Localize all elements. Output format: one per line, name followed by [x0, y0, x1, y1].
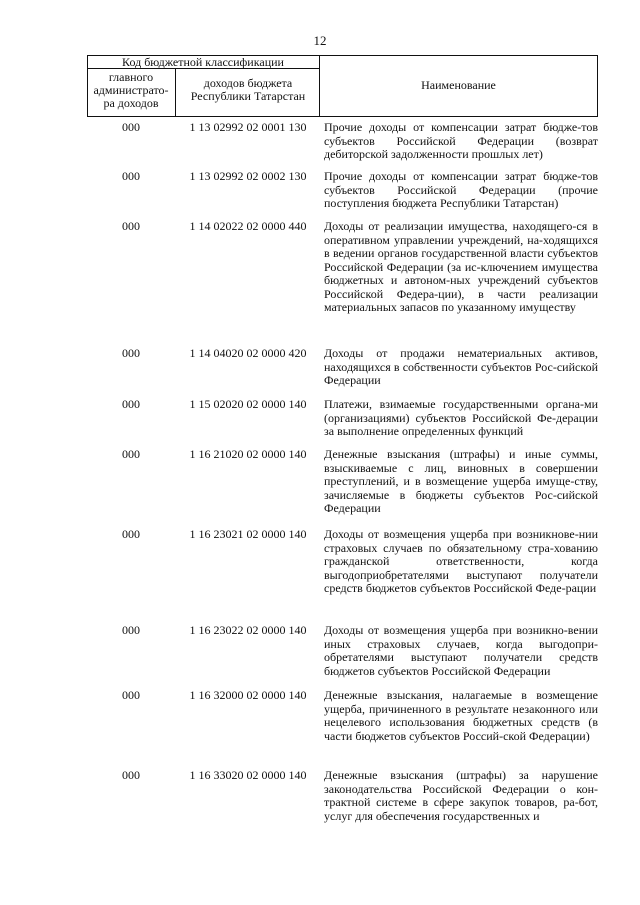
budget-code: 1 13 02992 02 0001 130: [189, 120, 307, 134]
admin-code: 000: [122, 120, 140, 134]
admin-code: 000: [122, 688, 140, 702]
admin-code: 000: [122, 768, 140, 782]
row-name: Денежные взыскания, налагаемые в возмещение ущерба, причиненного в результате незаконного или нецелевого использования бюджетных средств (в части бюджетов субъектов Россий-ской Федерации): [324, 688, 598, 743]
budget-code: 1 16 33020 02 0000 140: [189, 768, 307, 782]
header-col-admin: главного администрато-ра доходов: [93, 70, 169, 110]
header-group-label: Код бюджетной классификации: [122, 55, 284, 69]
page-number: 12: [313, 33, 327, 48]
budget-code: 1 13 02992 02 0002 130: [189, 169, 307, 183]
admin-code: 000: [122, 623, 140, 637]
budget-code: 1 15 02020 02 0000 140: [189, 397, 307, 411]
header-bottom-rule: [87, 116, 598, 117]
header-col-income: доходов бюджета Республики Татарстан: [190, 76, 306, 103]
admin-code: 000: [122, 346, 140, 360]
admin-code: 000: [122, 169, 140, 183]
header-right-border: [597, 55, 598, 117]
header-inner-divider: [175, 68, 176, 117]
row-name: Прочие доходы от компенсации затрат бюдже-тов субъектов Российской Федерации (прочие поступления бюджета Республики Татарстан): [324, 169, 598, 210]
row-name: Доходы от возмещения ущерба при возникно-вении иных страховых случаев, когда выгодопри-обретателями выступают получатели средств бюджетов субъектов Российской Федерации: [324, 623, 598, 678]
row-name: Доходы от реализации имущества, находящего-ся в оперативном управлении учреждений, на-ходящихся в ведении органов государственной власти субъектов Российской Федерации (за ис-ключением имущества бюджетных и автоном-ных учреждений субъектов Российской Федера-ции), в части реализации материальных запасов по указанному имуществу: [324, 219, 598, 314]
budget-code: 1 16 23021 02 0000 140: [189, 527, 307, 541]
header-col-name: Наименование: [421, 78, 496, 92]
row-name: Прочие доходы от компенсации затрат бюдже-тов субъектов Российской Федерации (возврат дебиторской задолженности прошлых лет): [324, 120, 598, 161]
row-name: Доходы от возмещения ущерба при возникнове-нии страховых случаев по обязательному стра-хованию гражданской ответственности, когда выгодоприобретателями выступают получатели средств бюджетов субъектов Российской Феде-рации: [324, 527, 598, 595]
admin-code: 000: [122, 527, 140, 541]
budget-code: 1 16 32000 02 0000 140: [189, 688, 307, 702]
admin-code: 000: [122, 447, 140, 461]
admin-code: 000: [122, 219, 140, 233]
admin-code: 000: [122, 397, 140, 411]
budget-code: 1 16 23022 02 0000 140: [189, 623, 307, 637]
budget-code: 1 14 02022 02 0000 440: [189, 219, 307, 233]
row-name: Денежные взыскания (штрафы) и иные суммы, взыскиваемые с лиц, виновных в совершении преступлений, и в возмещение ущерба имуще-ству, зачисляемые в бюджеты субъектов Рос-сийской Федерации: [324, 447, 598, 515]
budget-code: 1 14 04020 02 0000 420: [189, 346, 307, 360]
table-header: [87, 55, 598, 117]
row-name: Денежные взыскания (штрафы) за нарушение законодательства Российской Федерации о кон-трактной системе в сфере закупок товаров, ра-бот, услуг для обеспечения государственных и: [324, 768, 598, 823]
row-name: Доходы от продажи нематериальных активов, находящихся в собственности субъектов Рос-сийской Федерации: [324, 346, 598, 387]
budget-code: 1 16 21020 02 0000 140: [189, 447, 307, 461]
row-name: Платежи, взимаемые государственными органа-ми (организациями) субъектов Российской Фе-дерации за выполнение определенных функций: [324, 397, 598, 438]
